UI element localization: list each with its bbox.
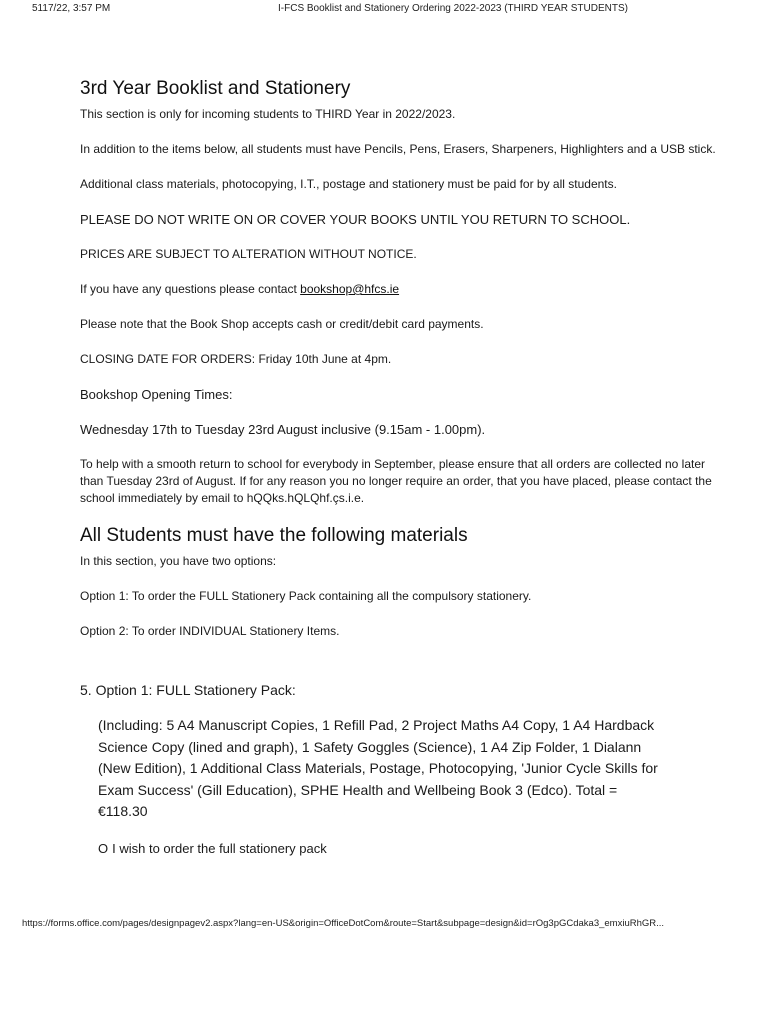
print-page-title: I-FCS Booklist and Stationery Ordering 2022-2023 (THIRD YEAR STUDENTS) [278, 3, 628, 14]
full-pack-option-label: I wish to order the full stationery pack [112, 840, 327, 856]
books-warning: PLEASE DO NOT WRITE ON OR COVER YOUR BOOKS UNTIL YOU RETURN TO SCHOOL. [80, 212, 631, 227]
options-intro: In this section, you have two options: [80, 554, 277, 568]
print-datetime: 5117/22, 3:57 PM [32, 3, 111, 14]
radio-button[interactable]: O [98, 840, 109, 856]
payment-methods: Please note that the Book Shop accepts cash or credit/debit card payments. [80, 317, 484, 331]
question-5-description: (Including: 5 A4 Manuscript Copies, 1 Refill Pad, 2 Project Maths A4 Copy, 1 A4 Hardback Science Copy (lined and graph), 1 Safety Goggles (Science), 1 A4 Zip Folder, 1 Dialann (New Edition), 1 Additional Class Materials, Postage, Photocopying, 'Junior Cycle Skills for Exam Success' (Gill Education), SPHE Health and Wellbeing Book 3 (Edco). Total = €118.30 [98, 717, 658, 819]
required-items-paragraph: In addition to the items below, all students must have Pencils, Pens, Erasers, Sharpeners, Highlighters and a USB stick. [80, 142, 716, 156]
intro-paragraph: This section is only for incoming students to THIRD Year in 2022/2023. [80, 107, 456, 121]
opening-times-dates: Wednesday 17th to Tuesday 23rd August inclusive (9.15am - 1.00pm). [80, 422, 486, 437]
bookshop-email-link[interactable]: bookshop@hfcs.ie [300, 282, 400, 296]
prices-notice: PRICES ARE SUBJECT TO ALTERATION WITHOUT NOTICE. [80, 247, 417, 261]
option-2-description: Option 2: To order INDIVIDUAL Stationery Items. [80, 624, 340, 638]
closing-date: CLOSING DATE FOR ORDERS: Friday 10th June at 4pm. [80, 352, 392, 366]
contact-paragraph [80, 281, 730, 298]
materials-section-title: All Students must have the following materials [80, 525, 468, 546]
option-1-description: Option 1: To order the FULL Stationery Pack containing all the compulsory stationery. [80, 589, 532, 603]
payment-paragraph: Additional class materials, photocopying, I.T., postage and stationery must be paid for by all students. [80, 177, 617, 191]
form-content [80, 78, 730, 856]
print-url: https://forms.office.com/pages/designpagev2.aspx?lang=en-US&origin=OfficeDotCom&route=Start&subpage=design&id=rOg3pGCdaka3_emxiuRhGR... [22, 918, 665, 929]
contact-text: If you have any questions please contact [80, 282, 301, 296]
question-5-title: 5. Option 1: FULL Stationery Pack: [80, 682, 296, 698]
opening-times-label: Bookshop Opening Times: [80, 387, 233, 402]
full-pack-option[interactable] [98, 841, 730, 856]
collection-paragraph: To help with a smooth return to school for everybody in September, please ensure that all orders are collected no later than Tuesday 23rd of August. If for any reason you no longer require an order, that you have placed, please contact the school immediately by email to hQQks.hQLQhf.çs.i.e. [80, 457, 712, 505]
section-title: 3rd Year Booklist and Stationery [80, 78, 351, 99]
